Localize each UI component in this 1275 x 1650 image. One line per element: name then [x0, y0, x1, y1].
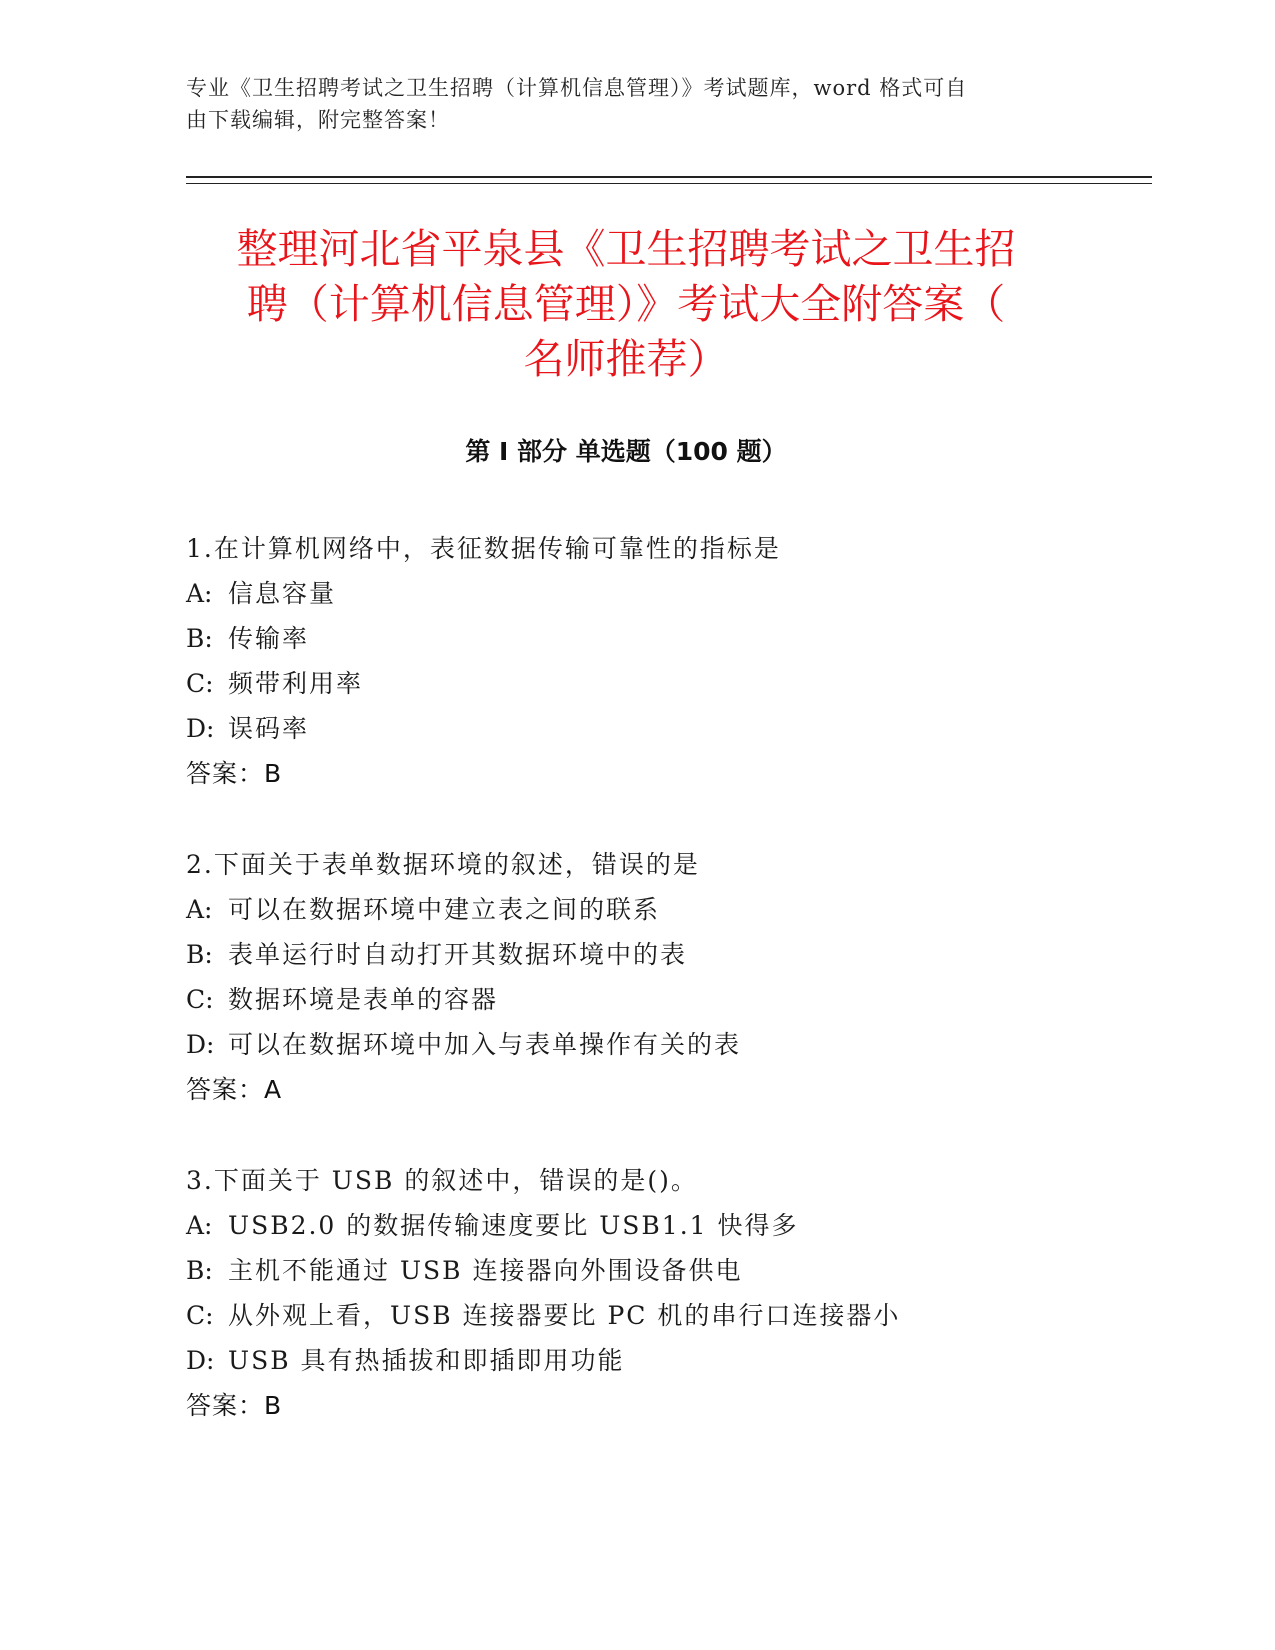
option-key: A: [186, 895, 213, 924]
option-b [186, 1248, 1126, 1293]
option-c [186, 661, 1126, 706]
question-stem: 3.下面关于 USB 的叙述中，错误的是()。 [186, 1166, 698, 1195]
option-a [186, 887, 1126, 932]
question-stem: 1.在计算机网络中，表征数据传输可靠性的指标是 [186, 534, 781, 563]
option-text: USB 具有热插拔和即插即用功能 [228, 1346, 625, 1375]
answer-line: 答案：B [186, 1391, 283, 1420]
option-a [186, 571, 1126, 616]
option-key: C: [186, 1301, 214, 1330]
option-c [186, 1293, 1126, 1338]
option-text: 误码率 [228, 714, 310, 743]
section-title: 第 I 部分 单选题（100 题） [465, 437, 787, 466]
option-key: D: [186, 1030, 215, 1059]
header-note [186, 72, 1066, 136]
question-list [186, 526, 1126, 1474]
option-text: 可以在数据环境中建立表之间的联系 [228, 895, 661, 924]
option-d [186, 1022, 1126, 1067]
option-text: 数据环境是表单的容器 [228, 985, 499, 1014]
option-key: B: [186, 1256, 213, 1285]
option-text: 传输率 [228, 624, 310, 653]
document-title-line-3: 名师推荐） [523, 335, 729, 383]
option-key: B: [186, 940, 213, 969]
answer-line: 答案：A [186, 1075, 283, 1104]
question-1 [186, 526, 1126, 796]
header-divider-thin [186, 183, 1152, 184]
answer-line: 答案：B [186, 759, 283, 788]
question-stem: 2.下面关于表单数据环境的叙述，错误的是 [186, 850, 700, 879]
option-key: A: [186, 1211, 213, 1240]
document-title [186, 222, 1066, 387]
option-text: 从外观上看，USB 连接器要比 PC 机的串行口连接器小 [228, 1301, 901, 1330]
option-text: 主机不能通过 USB 连接器向外围设备供电 [228, 1256, 743, 1285]
option-key: B: [186, 624, 213, 653]
option-a [186, 1203, 1126, 1248]
document-title-line-1: 整理河北省平泉县《卫生招聘考试之卫生招 [236, 225, 1016, 273]
option-text: USB2.0 的数据传输速度要比 USB1.1 快得多 [228, 1211, 799, 1240]
header-note-line-1: 专业《卫生招聘考试之卫生招聘（计算机信息管理）》考试题库，word 格式可自 [186, 76, 968, 100]
document-title-line-2: 聘（计算机信息管理）》考试大全附答案（ [246, 280, 1006, 328]
option-key: C: [186, 669, 214, 698]
option-d [186, 1338, 1126, 1383]
header-note-line-2: 由下载编辑，附完整答案！ [186, 108, 450, 132]
option-b [186, 616, 1126, 661]
option-c [186, 977, 1126, 1022]
option-text: 频带利用率 [228, 669, 364, 698]
option-key: A: [186, 579, 213, 608]
option-text: 信息容量 [228, 579, 337, 608]
option-key: D: [186, 714, 215, 743]
option-key: C: [186, 985, 214, 1014]
header-divider-thick [186, 176, 1152, 178]
question-2 [186, 842, 1126, 1112]
option-text: 表单运行时自动打开其数据环境中的表 [228, 940, 688, 969]
option-b [186, 932, 1126, 977]
option-key: D: [186, 1346, 215, 1375]
option-text: 可以在数据环境中加入与表单操作有关的表 [228, 1030, 742, 1059]
option-d [186, 706, 1126, 751]
question-3 [186, 1158, 1126, 1428]
